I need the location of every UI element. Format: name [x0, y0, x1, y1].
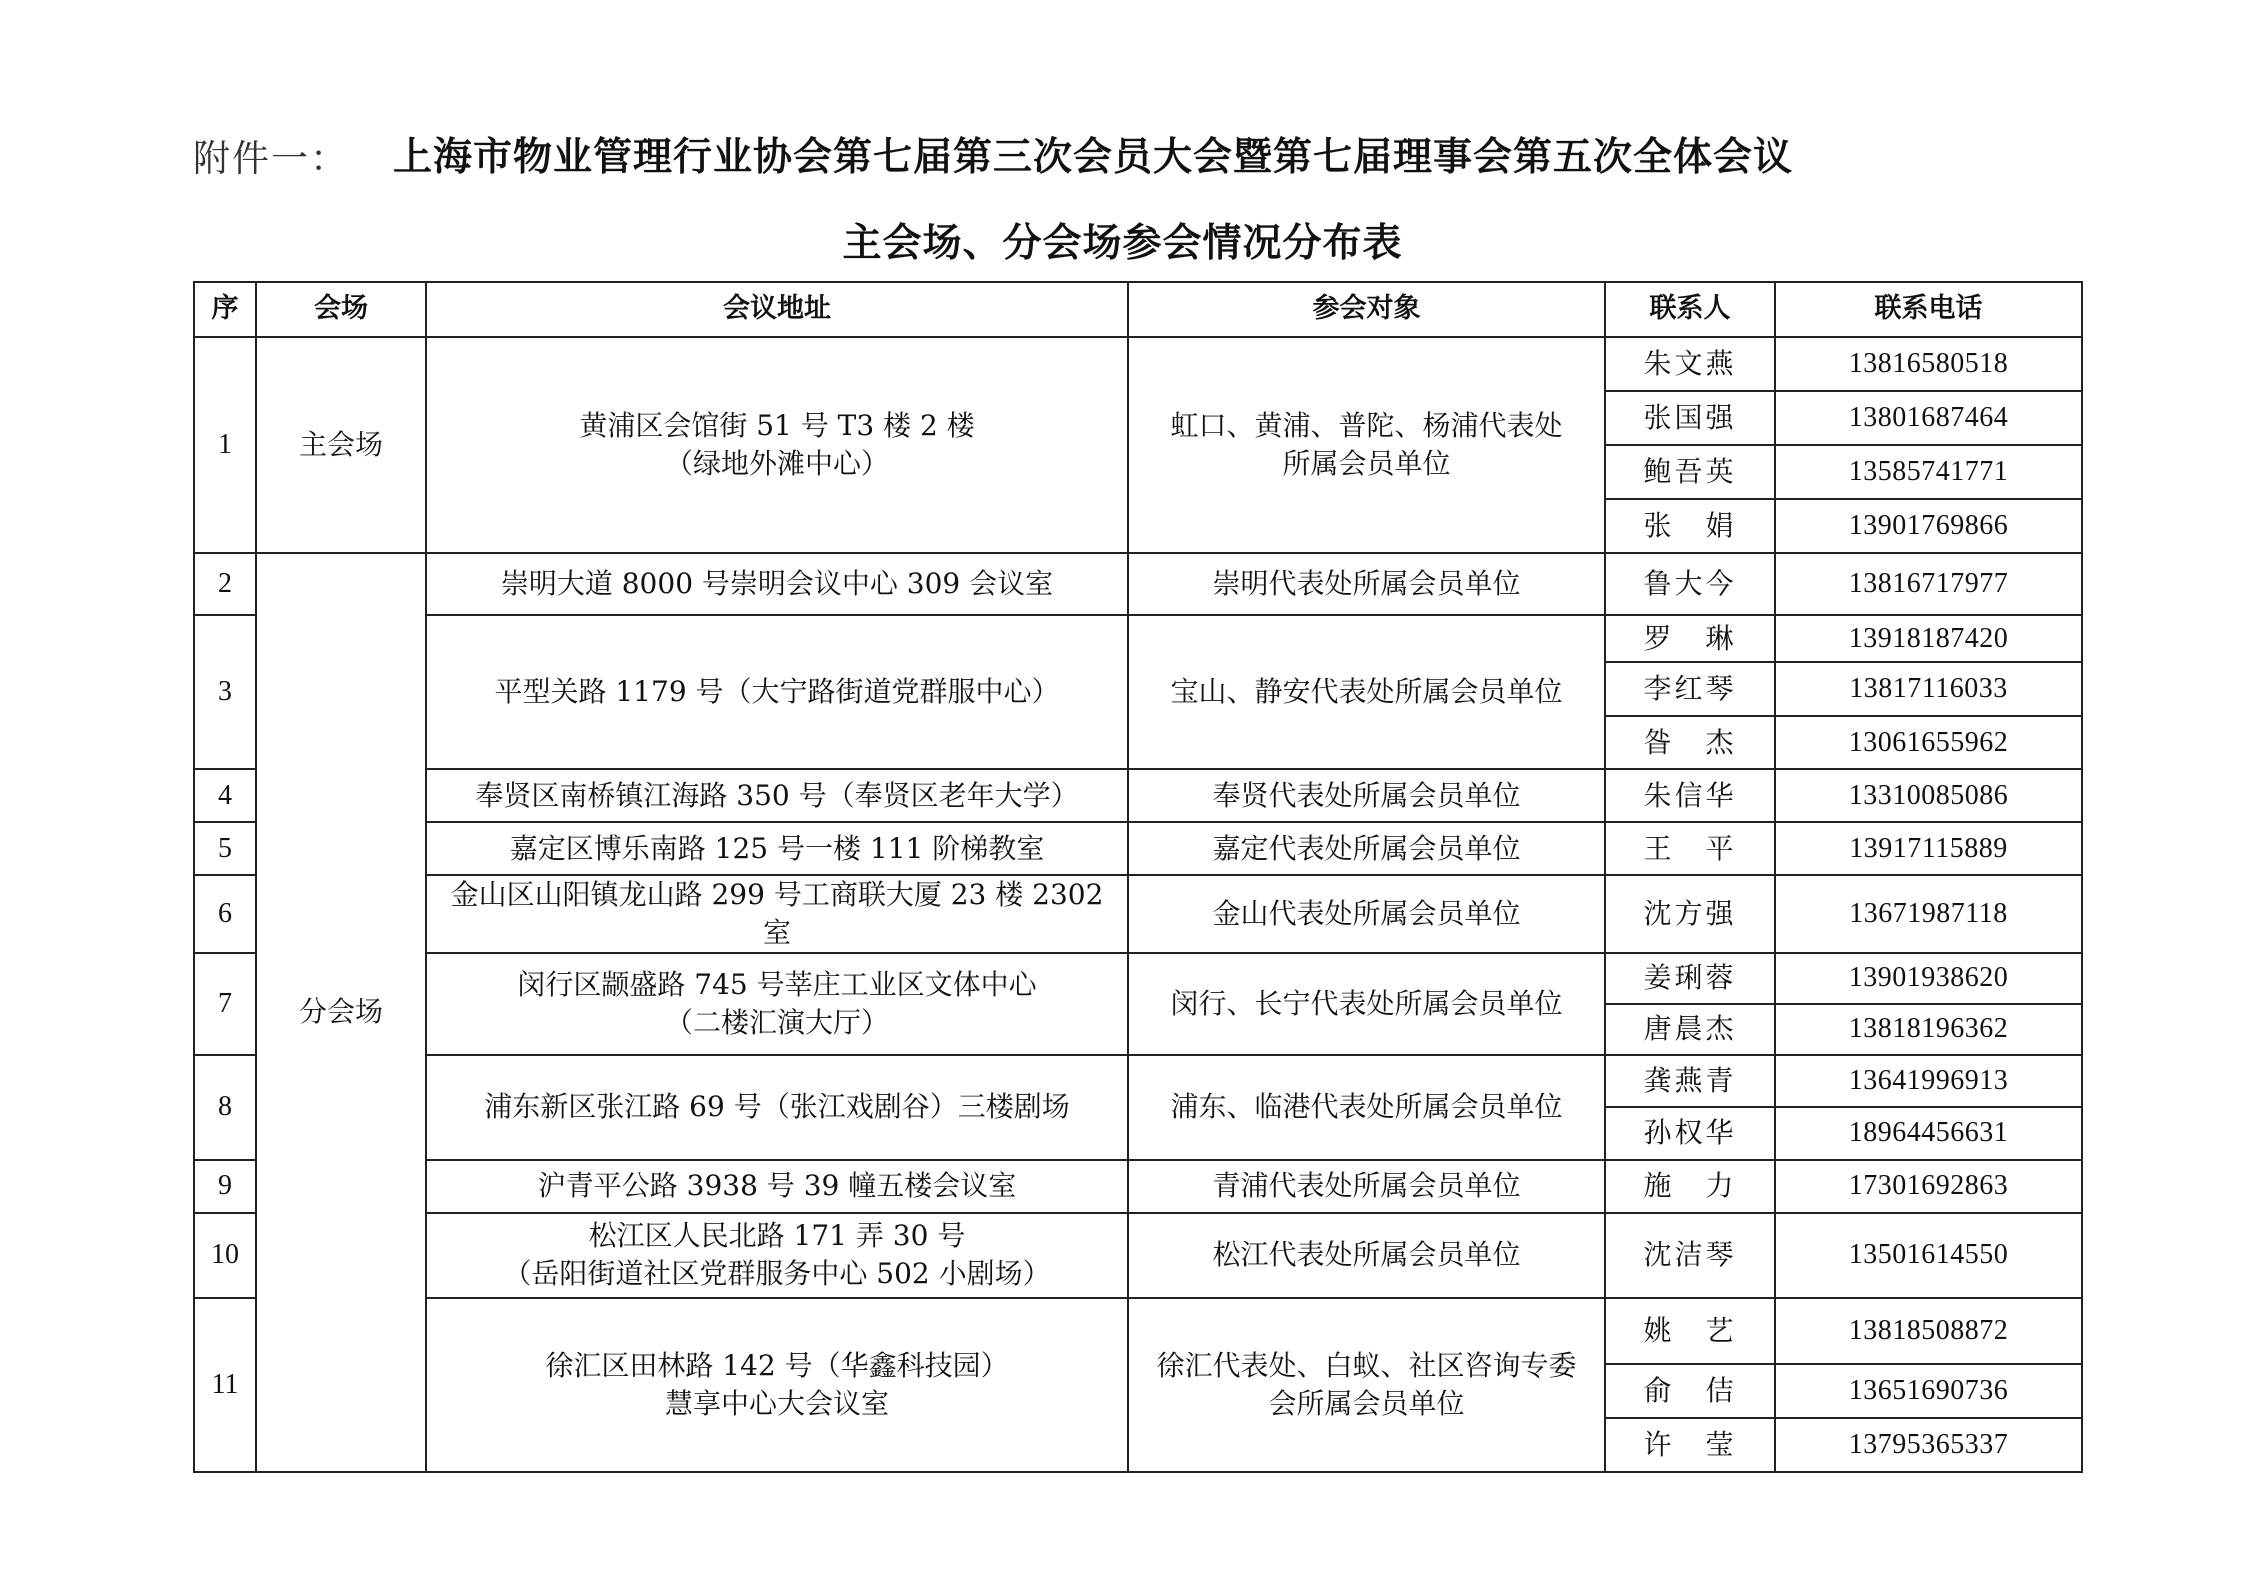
address-line: 慧享中心大会议室	[664, 1386, 889, 1420]
row-number: 1	[194, 337, 256, 553]
attendees-cell	[1128, 337, 1605, 553]
address-line: （岳阳街道社区党群服务中心 502 小剧场）	[503, 1257, 1051, 1291]
attendees-cell: 宝山、静安代表处所属会员单位	[1128, 615, 1605, 769]
contact-name: 沈方强	[1605, 875, 1775, 953]
venue-distribution-table	[193, 281, 2083, 1473]
table-row	[194, 875, 2082, 953]
row-number: 9	[194, 1160, 256, 1213]
contact-phone: 17301692863	[1775, 1160, 2082, 1213]
address-cell: 平型关路 1179 号（大宁路街道党群服中心）	[426, 615, 1128, 769]
contact-name: 罗 琳	[1605, 615, 1775, 662]
contact-name: 李红琴	[1605, 662, 1775, 716]
contact-phone: 13585741771	[1775, 445, 2082, 499]
table-row	[194, 822, 2082, 875]
attendees-cell: 嘉定代表处所属会员单位	[1128, 822, 1605, 875]
row-number: 3	[194, 615, 256, 769]
col-header-number: 序	[194, 282, 256, 337]
table-row	[194, 1160, 2082, 1213]
contact-name: 朱信华	[1605, 769, 1775, 822]
contact-phone: 13818508872	[1775, 1298, 2082, 1364]
attendees-line: 所属会员单位	[1282, 447, 1451, 480]
contact-name: 姚 艺	[1605, 1298, 1775, 1364]
row-number: 6	[194, 875, 256, 953]
row-number: 2	[194, 553, 256, 615]
contact-phone: 13901769866	[1775, 499, 2082, 553]
table-row	[194, 1298, 2082, 1364]
table-row	[194, 769, 2082, 822]
address-line: （二楼汇演大厅）	[664, 1005, 889, 1039]
table-row	[194, 1055, 2082, 1107]
address-line: 松江区人民北路 171 弄 30 号	[588, 1219, 966, 1253]
contact-phone: 13816717977	[1775, 553, 2082, 615]
contact-name: 龚燕青	[1605, 1055, 1775, 1107]
venue-main: 主会场	[256, 337, 426, 553]
table-row	[194, 1213, 2082, 1298]
attendees-cell: 松江代表处所属会员单位	[1128, 1213, 1605, 1298]
attendees-cell: 青浦代表处所属会员单位	[1128, 1160, 1605, 1213]
contact-phone: 13816580518	[1775, 337, 2082, 391]
row-number: 4	[194, 769, 256, 822]
attendees-cell: 金山代表处所属会员单位	[1128, 875, 1605, 953]
contact-name: 孙权华	[1605, 1107, 1775, 1160]
address-line: 闵行区颛盛路 745 号莘庄工业区文体中心	[517, 967, 1037, 1001]
attendees-cell	[1128, 1298, 1605, 1472]
contact-name: 张国强	[1605, 391, 1775, 445]
address-cell: 浦东新区张江路 69 号（张江戏剧谷）三楼剧场	[426, 1055, 1128, 1160]
contact-phone: 13795365337	[1775, 1418, 2082, 1472]
contact-phone: 13310085086	[1775, 769, 2082, 822]
contact-phone: 13918187420	[1775, 615, 2082, 662]
attendees-line: 会所属会员单位	[1268, 1386, 1465, 1420]
row-number: 11	[194, 1298, 256, 1472]
address-cell	[426, 337, 1128, 553]
attendees-cell: 浦东、临港代表处所属会员单位	[1128, 1055, 1605, 1160]
venue-branch: 分会场	[256, 553, 426, 1472]
attendees-line: 徐汇代表处、白蚁、社区咨询专委	[1156, 1348, 1577, 1382]
table-row	[194, 615, 2082, 662]
contact-name: 施 力	[1605, 1160, 1775, 1213]
contact-name: 张 娟	[1605, 499, 1775, 553]
address-cell	[426, 953, 1128, 1055]
contact-name: 昝 杰	[1605, 716, 1775, 769]
attendees-cell: 崇明代表处所属会员单位	[1128, 553, 1605, 615]
col-header-address: 会议地址	[426, 282, 1128, 337]
attendees-cell: 奉贤代表处所属会员单位	[1128, 769, 1605, 822]
contact-phone: 13817116033	[1775, 662, 2082, 716]
contact-name: 鲍吾英	[1605, 445, 1775, 499]
table-row	[194, 337, 2082, 391]
col-header-attendees: 参会对象	[1128, 282, 1605, 337]
col-header-contact: 联系人	[1605, 282, 1775, 337]
table-row	[194, 553, 2082, 615]
contact-phone: 13651690736	[1775, 1364, 2082, 1418]
contact-phone: 18964456631	[1775, 1107, 2082, 1160]
contact-phone: 13671987118	[1775, 875, 2082, 953]
contact-name: 唐晨杰	[1605, 1004, 1775, 1055]
contact-phone: 13818196362	[1775, 1004, 2082, 1055]
contact-name: 姜琍蓉	[1605, 953, 1775, 1004]
contact-phone: 13917115889	[1775, 822, 2082, 875]
contact-name: 朱文燕	[1605, 337, 1775, 391]
address-line: （绿地外滩中心）	[664, 447, 889, 480]
contact-name: 俞 佶	[1605, 1364, 1775, 1418]
address-cell	[426, 1213, 1128, 1298]
address-cell: 嘉定区博乐南路 125 号一楼 111 阶梯教室	[426, 822, 1128, 875]
contact-name: 鲁大今	[1605, 553, 1775, 615]
contact-phone: 13061655962	[1775, 716, 2082, 769]
address-line: 黄浦区会馆街 51 号 T3 楼 2 楼	[579, 409, 975, 443]
attachment-label: 附件一：	[193, 137, 349, 180]
row-number: 5	[194, 822, 256, 875]
address-cell: 崇明大道 8000 号崇明会议中心 309 会议室	[426, 553, 1128, 615]
attendees-cell: 闵行、长宁代表处所属会员单位	[1128, 953, 1605, 1055]
table-header-row	[194, 282, 2082, 337]
address-line: 徐汇区田林路 142 号（华鑫科技园）	[545, 1348, 1009, 1382]
contact-phone: 13801687464	[1775, 391, 2082, 445]
contact-name: 许 莹	[1605, 1418, 1775, 1472]
table-row	[194, 953, 2082, 1004]
row-number: 10	[194, 1213, 256, 1298]
document-title: 上海市物业管理行业协会第七届第三次会员大会暨第七届理事会第五次全体会议	[393, 135, 1794, 180]
contact-name: 王 平	[1605, 822, 1775, 875]
address-cell: 金山区山阳镇龙山路 299 号工商联大厦 23 楼 2302 室	[426, 875, 1128, 953]
document-subtitle: 主会场、分会场参会情况分布表	[842, 221, 1403, 266]
contact-name: 沈洁琴	[1605, 1213, 1775, 1298]
address-cell: 奉贤区南桥镇江海路 350 号（奉贤区老年大学）	[426, 769, 1128, 822]
col-header-phone: 联系电话	[1775, 282, 2082, 337]
attendees-line: 虹口、黄浦、普陀、杨浦代表处	[1170, 409, 1563, 443]
contact-phone: 13501614550	[1775, 1213, 2082, 1298]
address-cell	[426, 1298, 1128, 1472]
address-cell: 沪青平公路 3938 号 39 幢五楼会议室	[426, 1160, 1128, 1213]
row-number: 7	[194, 953, 256, 1055]
contact-phone: 13641996913	[1775, 1055, 2082, 1107]
col-header-venue: 会场	[256, 282, 426, 337]
contact-phone: 13901938620	[1775, 953, 2082, 1004]
row-number: 8	[194, 1055, 256, 1160]
